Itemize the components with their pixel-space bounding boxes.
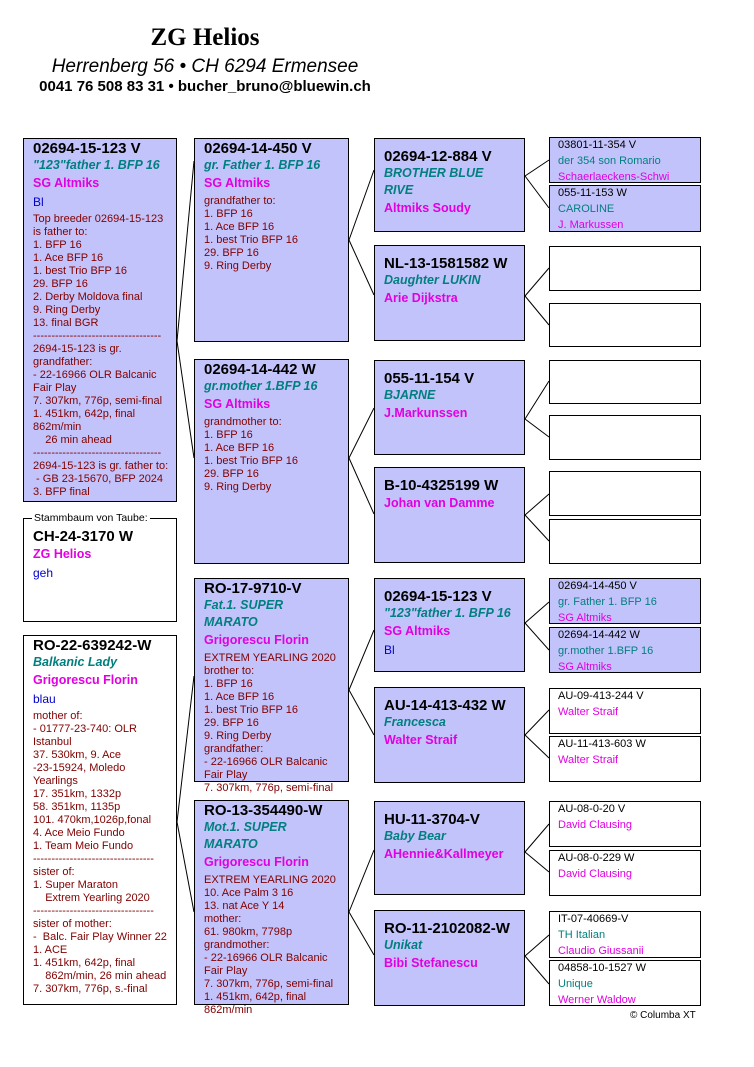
ring-number: 055-11-154 V (384, 370, 475, 387)
ancestor-card-empty[interactable] (549, 415, 701, 460)
great-grandparent-card[interactable] (374, 578, 525, 672)
pigeon-name: CAROLINE (558, 203, 615, 215)
pigeon-name: "123"father 1. BFP 16 (384, 606, 511, 620)
pigeon-name: gr. Father 1. BFP 16 (558, 596, 657, 608)
subject-color: geh (33, 566, 54, 580)
ancestor-card[interactable] (549, 960, 701, 1006)
owner: J.Markunssen (384, 406, 468, 420)
pigeon-name: der 354 son Romario (558, 155, 661, 167)
subject-owner: ZG Helios (33, 547, 92, 561)
pigeon-name: gr. Father 1. BFP 16 (204, 158, 321, 172)
paternal-grandfather-card[interactable] (194, 138, 349, 342)
owner: Grigorescu Florin (204, 855, 309, 869)
mother-name: Balkanic Lady (33, 655, 118, 669)
owner: SG Altmiks (558, 612, 612, 624)
pigeon-name: TH Italian (558, 929, 606, 941)
great-grandparent-card[interactable] (374, 245, 525, 341)
ancestor-card-empty[interactable] (549, 303, 701, 347)
great-grandparent-card[interactable] (374, 910, 525, 1006)
father-notes: Top breeder 02694-15-123 is father to: 1. BFP 16 1. Ace BFP 16 1. best Trio BFP 16 29. BFP 16 2. Derby Moldova final 9. Ring Derby 13. final BGR ----------------------------------- 2694-15-123 is gr. grandfather: - 22-16966 OLR Balcanic Fair Play 7. 307km, 776p, semi-final 1. 451km, 642p, final 862m/min 26 min ahead ----------------------------------- 2694-15-123 is gr. father to: - GB 23-15670, BFP 2024 3. BFP final (33, 213, 169, 498)
owner: Altmiks Soudy (384, 201, 471, 215)
father-card[interactable] (23, 138, 177, 502)
owner: J. Markussen (558, 219, 624, 231)
pigeon-name: Baby Bear (384, 829, 446, 843)
contact-line: 0041 76 508 83 31 • bucher_bruno@bluewin.ch (39, 78, 371, 95)
ancestor-card-empty[interactable] (549, 471, 701, 516)
ring-number: 02694-14-450 V (558, 580, 637, 592)
ancestor-card[interactable] (549, 627, 701, 673)
owner: SG Altmiks (384, 624, 451, 638)
mother-owner: Grigorescu Florin (33, 673, 138, 687)
pigeon-name: BROTHER BLUE RIVE (384, 166, 484, 197)
subject-card[interactable] (23, 518, 177, 622)
ring-number: 03801-11-354 V (558, 139, 637, 151)
ancestor-card[interactable] (549, 850, 701, 896)
ring-number: RO-11-2102082-W (384, 920, 510, 937)
owner: Walter Straif (384, 733, 458, 747)
ring-number: HU-11-3704-V (384, 811, 480, 828)
owner: Claudio Giussanii (558, 945, 644, 957)
owner: Bibi Stefanescu (384, 956, 478, 970)
ring-number: AU-08-0-20 V (558, 803, 626, 815)
ancestor-card[interactable] (549, 578, 701, 624)
notes: grandfather to: 1. BFP 16 1. Ace BFP 16 1. best Trio BFP 16 29. BFP 16 9. Ring Derby (204, 195, 298, 272)
great-grandparent-card[interactable] (374, 360, 525, 455)
pigeon-color: Bl (384, 643, 395, 657)
ancestor-card[interactable] (549, 185, 701, 232)
ring-number: NL-13-1581582 W (384, 255, 508, 272)
pigeon-name: Mot.1. SUPER MARATO (204, 820, 287, 851)
great-grandparent-card[interactable] (374, 467, 525, 563)
ring-number: 02694-14-442 W (558, 629, 640, 641)
father-color: Bl (33, 195, 44, 209)
owner: Schaerlaeckens-Schwi (558, 171, 670, 183)
ring-number: AU-08-0-229 W (558, 852, 635, 864)
owner: Johan van Damme (384, 496, 495, 510)
ancestor-card[interactable] (549, 736, 701, 782)
ring-number: 055-11-153 W (558, 187, 627, 199)
owner: Arie Dijkstra (384, 291, 458, 305)
mother-notes: mother of: - 01777-23-740: OLR Istanbul 37. 530km, 9. Ace -23-15924, Moledo Yearlings 17. 351km, 1332p 58. 351km, 1135p 101. 470km,1026p,fonal 4. Ace Meio Fundo 1. Team Meio Fundo --------------------------------- sister of: 1. Super Maraton Extrem Yearling 2020 --------------------------------- sister of mother: - Balc. Fair Play Winner 22 1. ACE 1. 451km, 642p, final 862m/min, 26 min ahead 7. 307km, 776p, s.-final (33, 710, 167, 995)
ancestor-card-empty[interactable] (549, 519, 701, 564)
ring-number: 02694-15-123 V (384, 588, 492, 605)
ring-number: IT-07-40669-V (558, 913, 629, 925)
pigeon-name: BJARNE (384, 388, 436, 402)
ring-number: AU-09-413-244 V (558, 690, 644, 702)
father-ring-number: 02694-15-123 V (33, 140, 141, 157)
ring-number: 02694-12-884 V (384, 148, 492, 165)
father-owner: SG Altmiks (33, 176, 100, 190)
ancestor-card[interactable] (549, 911, 701, 958)
ring-number: RO-13-354490-W (204, 802, 323, 819)
paternal-grandmother-card[interactable] (194, 359, 349, 564)
ring-number: RO-17-9710-V (204, 580, 302, 597)
owner: David Clausing (558, 819, 632, 831)
father-name: "123"father 1. BFP 16 (33, 158, 160, 172)
maternal-grandmother-card[interactable] (194, 800, 349, 1016)
maternal-grandfather-card[interactable] (194, 578, 349, 794)
pigeon-name: gr.mother 1.BFP 16 (204, 379, 318, 393)
ring-number: B-10-4325199 W (384, 477, 499, 494)
owner: Werner Waldow (558, 994, 636, 1006)
ring-number: 04858-10-1527 W (558, 962, 647, 974)
owner: SG Altmiks (204, 397, 271, 411)
owner: Walter Straif (558, 706, 619, 718)
pigeon-name: Daughter LUKIN (384, 273, 481, 287)
ancestor-card[interactable] (549, 688, 701, 734)
pigeon-name: Francesca (384, 715, 446, 729)
notes: EXTREM YEARLING 2020 brother to: 1. BFP 16 1. Ace BFP 16 1. best Trio BFP 16 29. BFP 16 9. Ring Derby grandfather: - 22-16966 OLR Balcanic Fair Play 7. 307km, 776p, semi-final (204, 652, 336, 794)
page-title: ZG Helios (150, 24, 260, 51)
great-grandparent-card[interactable] (374, 138, 525, 232)
mother-color: blau (33, 692, 56, 706)
subject-ring-number: CH-24-3170 W (33, 528, 134, 545)
ancestor-card-empty[interactable] (549, 246, 701, 291)
ancestor-card[interactable] (549, 137, 701, 183)
owner: SG Altmiks (558, 661, 612, 673)
pigeon-name: Unique (558, 978, 593, 990)
owner: SG Altmiks (204, 176, 271, 190)
copyright: © Columba XT (630, 1010, 696, 1021)
ring-number: 02694-14-442 W (204, 361, 316, 378)
ring-number: 02694-14-450 V (204, 140, 312, 157)
ring-number: AU-14-413-432 W (384, 697, 506, 714)
pigeon-name: Unikat (384, 938, 423, 952)
ancestor-card-empty[interactable] (549, 360, 701, 404)
mother-ring-number: RO-22-639242-W (33, 637, 152, 654)
owner: David Clausing (558, 868, 632, 880)
owner: Grigorescu Florin (204, 633, 309, 647)
great-grandparent-card[interactable] (374, 687, 525, 783)
notes: EXTREM YEARLING 2020 10. Ace Palm 3 16 13. nat Ace Y 14 mother: 61. 980km, 7798p grandmother: - 22-16966 OLR Balcanic Fair Play 7. 307km, 776p, semi-final 1. 451km, 642p, final 862m/min (204, 874, 336, 1016)
pigeon-name: Fat.1. SUPER MARATO (204, 598, 284, 629)
ring-number: AU-11-413-603 W (558, 738, 646, 750)
mother-card[interactable] (23, 635, 177, 1005)
owner: AHennie&Kallmeyer (384, 847, 504, 861)
pigeon-name: gr.mother 1.BFP 16 (558, 645, 654, 657)
address: Herrenberg 56 • CH 6294 Ermensee (51, 56, 359, 77)
ancestor-card[interactable] (549, 801, 701, 847)
pedigree-label: Stammbaum von Taube: (34, 512, 148, 524)
great-grandparent-card[interactable] (374, 801, 525, 895)
owner: Walter Straif (558, 754, 619, 766)
notes: grandmother to: 1. BFP 16 1. Ace BFP 16 1. best Trio BFP 16 29. BFP 16 9. Ring Derby (204, 416, 298, 493)
